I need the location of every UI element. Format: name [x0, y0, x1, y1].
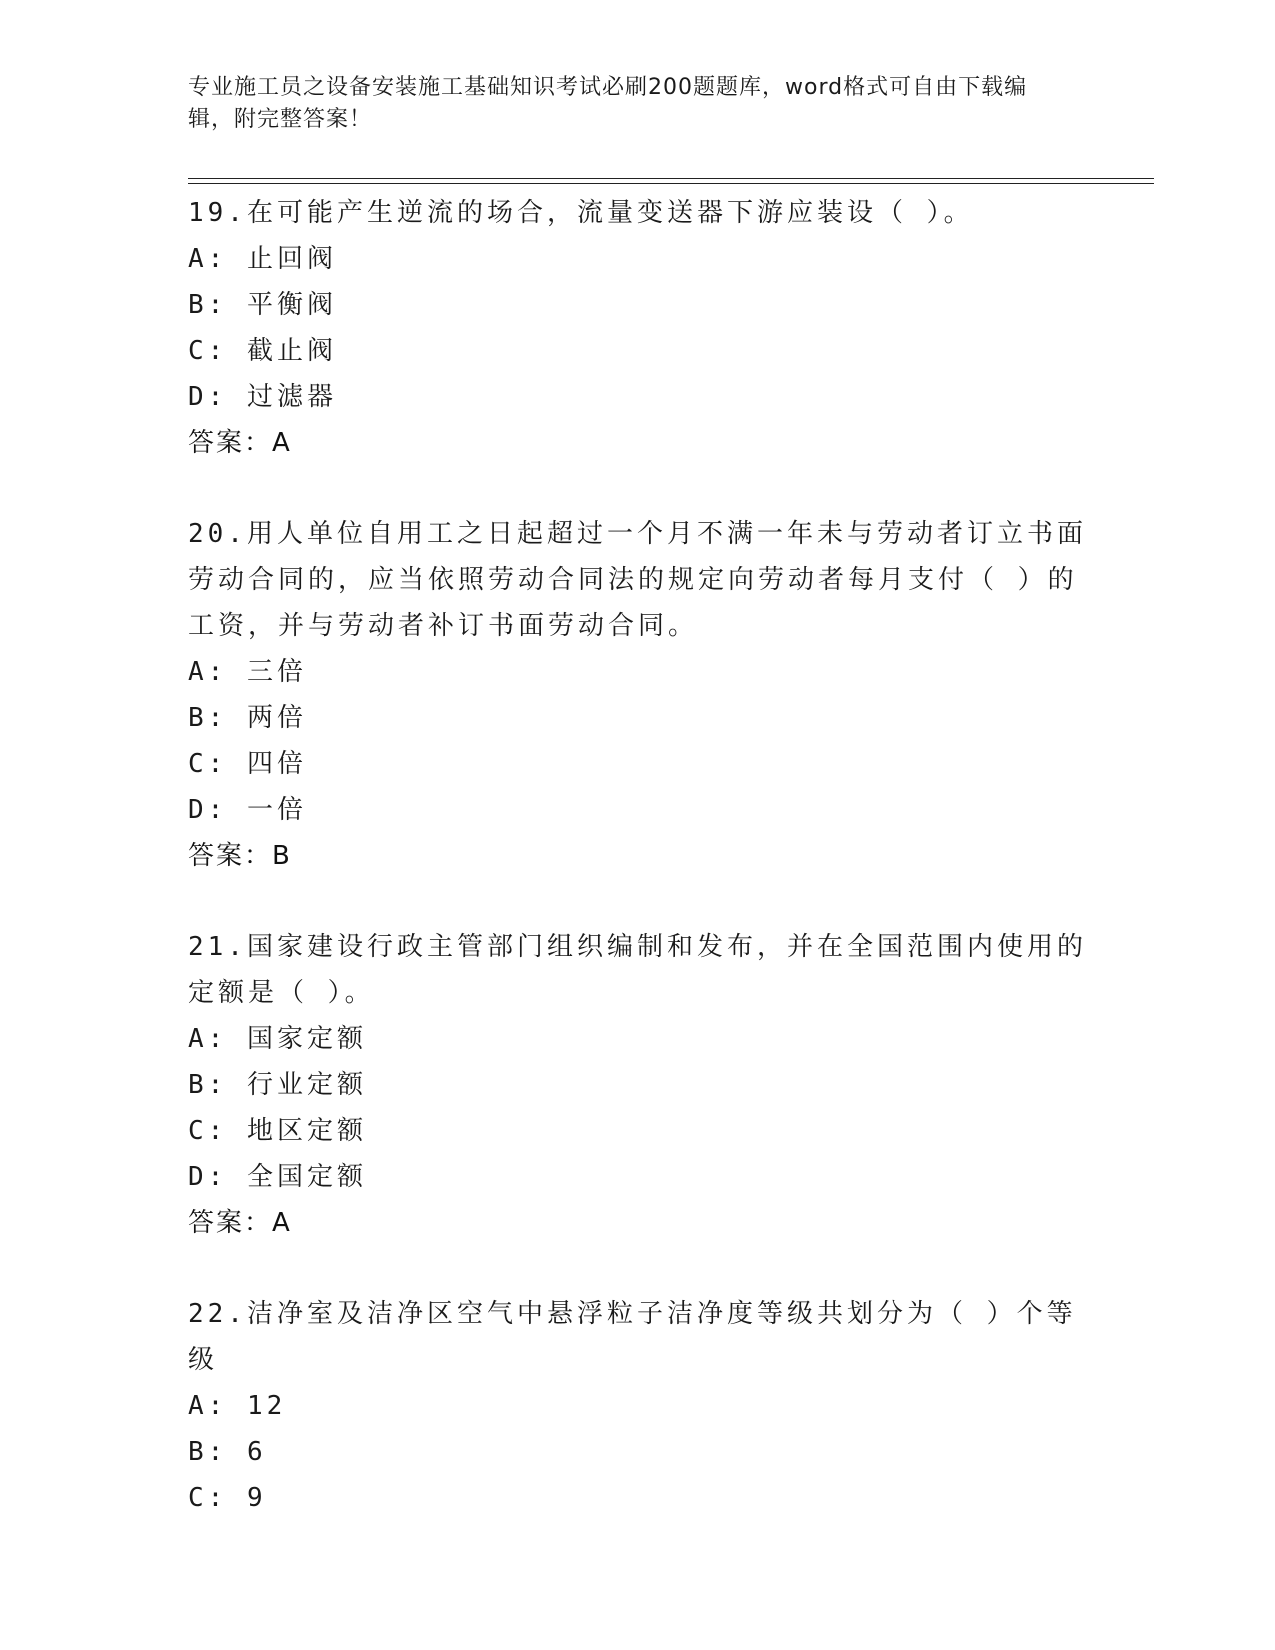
question-21 — [188, 924, 1088, 1246]
option-a: A: 国家定额 — [188, 1024, 367, 1054]
option-b: B: 6 — [188, 1437, 267, 1467]
answer-line: 答案：A — [188, 428, 292, 458]
option-a: A: 12 — [188, 1391, 287, 1421]
option-b: B: 平衡阀 — [188, 290, 337, 320]
option-d: D: 全国定额 — [188, 1162, 367, 1192]
question-text: 21.国家建设行政主管部门组织编制和发布，并在全国范围内使用的定额是（ ）。 — [188, 932, 1087, 1008]
document-header: 专业施工员之设备安装施工基础知识考试必刷200题题库，word格式可自由下载编辑，附完整答案！ — [188, 75, 1028, 132]
answer-line: 答案：A — [188, 1208, 292, 1238]
option-a: A: 三倍 — [188, 657, 307, 687]
question-text: 22.洁净室及洁净区空气中悬浮粒子洁净度等级共划分为（ ）个等级 — [188, 1299, 1077, 1375]
answer-line: 答案：B — [188, 841, 292, 871]
option-c: C: 地区定额 — [188, 1116, 367, 1146]
question-text: 19.在可能产生逆流的场合，流量变送器下游应装设（ ）。 — [188, 198, 974, 228]
header-rule-top — [188, 178, 1154, 179]
option-b: B: 两倍 — [188, 703, 307, 733]
question-text: 20.用人单位自用工之日起超过一个月不满一年未与劳动者订立书面劳动合同的，应当依照劳动合同法的规定向劳动者每月支付（ ）的工资，并与劳动者补订书面劳动合同。 — [188, 519, 1087, 641]
option-d: D: 过滤器 — [188, 382, 337, 412]
option-c: C: 截止阀 — [188, 336, 337, 366]
question-20 — [188, 511, 1088, 879]
question-19 — [188, 190, 1088, 466]
question-22 — [188, 1291, 1088, 1521]
option-c: C: 9 — [188, 1483, 267, 1513]
question-list — [188, 190, 1088, 1521]
option-b: B: 行业定额 — [188, 1070, 367, 1100]
option-c: C: 四倍 — [188, 749, 307, 779]
header-rule-bottom — [188, 183, 1154, 184]
option-a: A: 止回阀 — [188, 244, 337, 274]
option-d: D: 一倍 — [188, 795, 307, 825]
